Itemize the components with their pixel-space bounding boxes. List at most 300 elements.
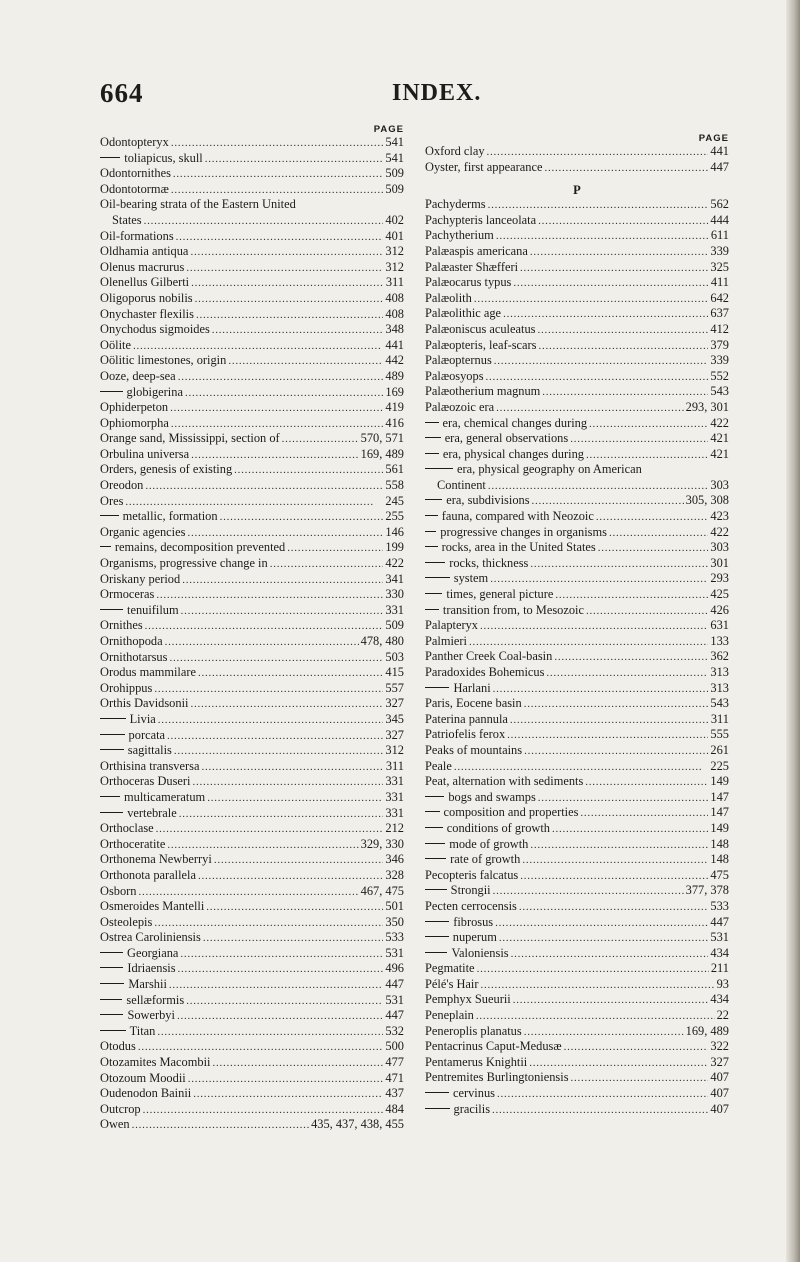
page-reference: 543 bbox=[710, 696, 729, 711]
ditto-dash bbox=[425, 1092, 449, 1093]
index-term: era, subdivisions bbox=[446, 493, 530, 508]
leader-dots bbox=[205, 151, 384, 168]
index-term: rocks, area in the United States bbox=[441, 540, 596, 555]
index-entry bbox=[100, 275, 404, 291]
leader-dots bbox=[487, 144, 709, 161]
index-subentry bbox=[100, 993, 404, 1009]
index-entry bbox=[425, 696, 729, 712]
page-reference: 509 bbox=[385, 166, 404, 181]
leader-dots bbox=[188, 1071, 384, 1088]
leader-dots bbox=[144, 213, 384, 230]
page-reference: 93 bbox=[716, 976, 729, 991]
page-reference: 509 bbox=[385, 181, 404, 196]
leader-dots bbox=[220, 509, 384, 526]
index-subentry bbox=[425, 556, 729, 572]
index-entry bbox=[425, 1070, 729, 1086]
index-term: rocks, thickness bbox=[449, 555, 529, 570]
index-entry bbox=[100, 260, 404, 276]
leader-dots bbox=[201, 759, 383, 776]
leader-dots bbox=[190, 244, 383, 261]
page-reference: 312 bbox=[385, 259, 404, 274]
page-reference: 133 bbox=[710, 633, 729, 648]
index-subentry bbox=[425, 915, 729, 931]
index-term: Outcrop bbox=[100, 1101, 141, 1116]
index-entry bbox=[100, 650, 404, 666]
page-reference: 225 bbox=[710, 758, 729, 773]
index-entry bbox=[100, 322, 404, 338]
index-entry bbox=[425, 369, 729, 385]
page-reference: 350 bbox=[385, 914, 404, 929]
index-entry bbox=[100, 1039, 404, 1055]
ditto-dash bbox=[425, 437, 441, 438]
index-term: Georgiana bbox=[127, 945, 179, 960]
ditto-dash bbox=[425, 499, 442, 500]
index-entry bbox=[425, 759, 729, 775]
ditto-dash bbox=[425, 609, 439, 610]
index-entry bbox=[425, 338, 729, 354]
leader-dots bbox=[499, 930, 709, 947]
page-header bbox=[0, 78, 800, 108]
page-reference: 311 bbox=[385, 758, 404, 773]
page-reference: 348 bbox=[385, 322, 404, 337]
index-term: era, physical changes during bbox=[442, 446, 584, 461]
leader-dots bbox=[193, 1086, 383, 1103]
page-reference: 212 bbox=[385, 821, 404, 836]
ditto-dash bbox=[100, 391, 123, 392]
index-term: mode of growth bbox=[449, 836, 529, 851]
leader-dots bbox=[586, 603, 708, 620]
page-reference: 447 bbox=[710, 914, 729, 929]
page-reference: 541 bbox=[385, 135, 404, 149]
page-reference: 423 bbox=[710, 509, 729, 524]
index-term: rate of growth bbox=[450, 852, 521, 867]
leader-dots bbox=[522, 852, 708, 869]
index-entry bbox=[100, 587, 404, 603]
leader-dots bbox=[173, 166, 384, 183]
index-term: Palæosyops bbox=[425, 368, 484, 383]
index-entry bbox=[100, 1071, 404, 1087]
leader-dots bbox=[481, 977, 715, 994]
index-term: Palæaspis americana bbox=[425, 243, 528, 258]
page-reference: 301 bbox=[710, 555, 729, 570]
index-entry bbox=[100, 634, 404, 650]
index-term: Pélé's Hair bbox=[425, 976, 479, 991]
index-subentry bbox=[425, 509, 729, 525]
index-term: Orthoceratite bbox=[100, 836, 166, 851]
leader-dots bbox=[214, 852, 384, 869]
page-reference: 199 bbox=[385, 540, 404, 555]
index-subentry bbox=[100, 1024, 404, 1040]
page-reference: 631 bbox=[710, 618, 729, 633]
leader-dots bbox=[490, 571, 708, 588]
page-reference: 467, 475 bbox=[360, 883, 404, 898]
page-reference: 501 bbox=[385, 899, 404, 914]
index-term: fauna, compared with Neozoic bbox=[441, 509, 594, 524]
page-reference: 552 bbox=[710, 368, 729, 383]
index-entry bbox=[425, 1039, 729, 1055]
leader-dots bbox=[193, 774, 384, 791]
page-reference: 328 bbox=[385, 867, 404, 882]
page-reference: 169, 489 bbox=[685, 1023, 729, 1038]
page-reference: 303 bbox=[710, 540, 729, 555]
leader-dots bbox=[524, 743, 708, 760]
index-entry bbox=[100, 1086, 404, 1102]
index-term: tenuifilum bbox=[127, 602, 179, 617]
ditto-dash bbox=[425, 593, 442, 594]
leader-dots bbox=[598, 540, 709, 557]
leader-dots bbox=[178, 369, 384, 386]
leader-dots bbox=[287, 540, 383, 557]
index-entry bbox=[100, 556, 404, 572]
index-term: Owen bbox=[100, 1117, 130, 1132]
index-entry bbox=[100, 774, 404, 790]
index-term: Otodus bbox=[100, 1039, 136, 1054]
page-reference: 147 bbox=[710, 805, 729, 820]
leader-dots bbox=[198, 868, 383, 885]
leader-dots bbox=[177, 1008, 383, 1025]
page-reference: 435, 437, 438, 455 bbox=[311, 1117, 404, 1132]
page-reference: 415 bbox=[385, 665, 404, 680]
page-reference: 422 bbox=[385, 556, 404, 571]
index-entry bbox=[425, 144, 729, 160]
leader-dots bbox=[493, 681, 709, 698]
page-reference: 22 bbox=[716, 1008, 729, 1023]
leader-dots bbox=[282, 431, 359, 448]
leader-dots bbox=[171, 135, 384, 152]
page-reference: 533 bbox=[710, 898, 729, 913]
page-reference: 407 bbox=[710, 1101, 729, 1116]
leader-dots bbox=[154, 681, 383, 698]
leader-dots bbox=[494, 353, 709, 370]
index-subentry bbox=[425, 946, 729, 962]
leader-dots bbox=[474, 291, 709, 308]
leader-dots bbox=[212, 1055, 383, 1072]
leader-dots bbox=[138, 884, 358, 901]
index-term: Orodus mammilare bbox=[100, 665, 197, 680]
right-page-label: PAGE bbox=[698, 133, 729, 144]
index-subentry bbox=[425, 681, 729, 697]
page-reference: 339 bbox=[710, 243, 729, 258]
index-entry bbox=[100, 135, 404, 151]
page-reference: 148 bbox=[710, 852, 729, 867]
index-entry bbox=[100, 915, 404, 931]
index-term: Peale bbox=[425, 758, 452, 773]
page-reference: 293 bbox=[710, 571, 729, 586]
index-term: multicameratum bbox=[124, 789, 206, 804]
page-reference: 489 bbox=[385, 368, 404, 383]
page-reference: 147 bbox=[710, 789, 729, 804]
leader-dots bbox=[167, 837, 358, 854]
page-reference: 313 bbox=[710, 680, 729, 695]
index-entry bbox=[100, 665, 404, 681]
index-term: Onychaster flexilis bbox=[100, 306, 194, 321]
index-entry bbox=[100, 868, 404, 884]
leader-dots bbox=[198, 665, 383, 682]
page-reference: 442 bbox=[385, 353, 404, 368]
page-reference: 543 bbox=[710, 384, 729, 399]
index-entry bbox=[100, 291, 404, 307]
index-entry bbox=[425, 1008, 729, 1024]
index-entry bbox=[100, 1055, 404, 1071]
index-term: Oil-bearing strata of the Eastern United bbox=[100, 197, 296, 212]
left-index-column bbox=[100, 122, 404, 1133]
page-reference: 408 bbox=[385, 290, 404, 305]
index-subentry bbox=[100, 540, 404, 556]
leader-dots bbox=[228, 353, 383, 370]
ditto-dash bbox=[425, 936, 449, 937]
index-entry bbox=[100, 681, 404, 697]
index-entry bbox=[425, 992, 729, 1008]
index-subentry bbox=[425, 462, 729, 478]
ditto-dash bbox=[100, 812, 123, 813]
index-entry bbox=[100, 182, 404, 198]
index-term: times, general picture bbox=[446, 587, 554, 602]
leader-dots bbox=[538, 338, 708, 355]
index-entry bbox=[100, 821, 404, 837]
index-entry bbox=[100, 416, 404, 432]
leader-dots bbox=[585, 774, 708, 791]
page-reference: 531 bbox=[710, 930, 729, 945]
page-reference: 444 bbox=[710, 212, 729, 227]
index-term: Palæaster Shæfferi bbox=[425, 259, 519, 274]
index-subentry bbox=[425, 540, 729, 556]
leader-dots bbox=[179, 806, 384, 823]
index-term: Osmeroides Mantelli bbox=[100, 899, 205, 914]
index-entry bbox=[425, 160, 729, 176]
index-entry bbox=[100, 899, 404, 915]
index-subentry bbox=[425, 790, 729, 806]
index-entry bbox=[425, 1055, 729, 1071]
ditto-dash bbox=[425, 1108, 450, 1109]
index-entry bbox=[425, 727, 729, 743]
leader-dots bbox=[171, 416, 384, 433]
leader-dots bbox=[180, 946, 383, 963]
index-term: Palmieri bbox=[425, 633, 467, 648]
index-term: Orthisina transversa bbox=[100, 758, 200, 773]
index-term: Ooze, deep-sea bbox=[100, 368, 176, 383]
index-subentry bbox=[425, 930, 729, 946]
ditto-dash bbox=[425, 843, 445, 844]
index-entry bbox=[100, 696, 404, 712]
index-term: Ostrea Caroliniensis bbox=[100, 930, 201, 945]
leader-dots bbox=[176, 229, 384, 246]
index-entry bbox=[100, 244, 404, 260]
page-reference: 422 bbox=[710, 415, 729, 430]
index-entry bbox=[100, 884, 404, 900]
index-subentry bbox=[425, 525, 729, 541]
index-term: Palæolithic age bbox=[425, 306, 502, 321]
index-entry bbox=[425, 228, 729, 244]
page-reference: 478, 480 bbox=[360, 634, 404, 648]
index-term: Ophiderpeton bbox=[100, 400, 169, 415]
ditto-dash bbox=[425, 687, 449, 688]
index-subentry bbox=[425, 447, 729, 463]
index-term: Organic agencies bbox=[100, 524, 186, 539]
page-reference: 475 bbox=[710, 867, 729, 882]
index-entry bbox=[100, 1117, 404, 1133]
index-subentry bbox=[100, 790, 404, 806]
index-subentry bbox=[100, 806, 404, 822]
ditto-dash bbox=[100, 1014, 123, 1015]
index-term: Peneroplis planatus bbox=[425, 1023, 522, 1038]
index-entry bbox=[100, 229, 404, 245]
index-term: Orthonema Newberryi bbox=[100, 852, 212, 867]
index-entry bbox=[100, 431, 404, 447]
page-number: 664 bbox=[100, 78, 144, 108]
index-term: Panther Creek Coal-basin bbox=[425, 649, 553, 664]
index-term: cervinus bbox=[452, 1086, 495, 1101]
index-term: era, chemical changes during bbox=[442, 415, 588, 430]
index-entry bbox=[425, 743, 729, 759]
ditto-dash bbox=[425, 889, 447, 890]
page-spine-shadow bbox=[786, 0, 800, 1262]
index-term: Pentamerus Knightii bbox=[425, 1054, 528, 1069]
index-subentry bbox=[425, 431, 729, 447]
index-entry bbox=[425, 712, 729, 728]
page-reference: 558 bbox=[385, 478, 404, 493]
index-term: transition from, to Mesozoic bbox=[442, 602, 584, 617]
index-term: Titan bbox=[129, 1023, 156, 1038]
index-term: Marshii bbox=[128, 977, 167, 992]
index-term: Orohippus bbox=[100, 680, 153, 695]
leader-dots bbox=[542, 384, 708, 401]
ditto-dash bbox=[425, 858, 446, 859]
leader-dots bbox=[145, 618, 384, 635]
index-subentry bbox=[425, 416, 729, 432]
index-term: Pecopteris falcatus bbox=[425, 867, 519, 882]
leader-dots bbox=[496, 400, 683, 417]
index-term: Orthonota parallela bbox=[100, 867, 196, 882]
page-reference: 149 bbox=[710, 820, 729, 835]
leader-dots bbox=[174, 743, 384, 760]
index-term: Ornithotarsus bbox=[100, 649, 168, 664]
index-term: sellæformis bbox=[126, 992, 185, 1007]
page-reference: 541 bbox=[385, 150, 404, 165]
index-term: metallic, formation bbox=[122, 509, 218, 524]
page-reference: 377, 378 bbox=[685, 883, 729, 898]
index-entry bbox=[425, 899, 729, 915]
page-reference: 327 bbox=[385, 727, 404, 742]
index-term: progressive changes in organisms bbox=[440, 524, 607, 539]
page-reference: 331 bbox=[385, 774, 404, 789]
page-reference: 425 bbox=[710, 587, 729, 602]
leader-dots bbox=[519, 899, 709, 916]
index-subentry bbox=[100, 151, 404, 167]
page-reference: 339 bbox=[710, 353, 729, 368]
leader-dots bbox=[586, 447, 708, 464]
page-reference: 311 bbox=[710, 711, 729, 726]
leader-dots bbox=[520, 260, 708, 277]
index-subentry bbox=[100, 977, 404, 993]
index-entry bbox=[100, 447, 404, 463]
leader-dots bbox=[203, 930, 384, 947]
page-reference: 341 bbox=[385, 571, 404, 586]
leader-dots bbox=[195, 291, 384, 308]
page-reference: 402 bbox=[385, 212, 404, 227]
page-reference: 346 bbox=[385, 852, 404, 867]
leader-dots bbox=[182, 572, 383, 589]
ditto-dash bbox=[425, 811, 440, 812]
index-term: Pentremites Burlingtoniensis bbox=[425, 1070, 569, 1085]
index-term: system bbox=[453, 571, 489, 586]
index-entry bbox=[425, 306, 729, 322]
index-term: Strongii bbox=[450, 883, 491, 898]
index-entry bbox=[100, 166, 404, 182]
leader-dots bbox=[496, 228, 709, 245]
leader-dots bbox=[530, 837, 708, 854]
index-term: Osteolepis bbox=[100, 914, 153, 929]
index-entry bbox=[100, 478, 404, 494]
page-reference: 408 bbox=[385, 306, 404, 321]
index-term: Pentacrinus Caput-Medusæ bbox=[425, 1039, 562, 1054]
index-subentry bbox=[425, 1086, 729, 1102]
leader-dots bbox=[497, 1086, 708, 1103]
index-subentry bbox=[100, 712, 404, 728]
index-term: Orange sand, Mississippi, section of bbox=[100, 431, 280, 446]
index-term: sagittalis bbox=[127, 743, 172, 758]
index-entry bbox=[425, 634, 729, 650]
page-reference: 531 bbox=[385, 992, 404, 1007]
page-reference: 331 bbox=[385, 602, 404, 617]
page-reference: 169, 489 bbox=[360, 446, 404, 461]
page-reference: 293, 301 bbox=[685, 399, 729, 414]
page-reference: 532 bbox=[385, 1023, 404, 1038]
leader-dots bbox=[495, 915, 708, 932]
ditto-dash bbox=[425, 453, 439, 454]
index-entry-continuation bbox=[425, 478, 729, 494]
page-reference: 441 bbox=[385, 337, 404, 352]
index-entry bbox=[100, 930, 404, 946]
index-term: composition and properties bbox=[443, 805, 579, 820]
leader-dots bbox=[507, 727, 708, 744]
index-entry bbox=[425, 322, 729, 338]
index-term: Orthis Davidsonii bbox=[100, 696, 189, 711]
index-subentry bbox=[425, 603, 729, 619]
page-reference: 419 bbox=[385, 400, 404, 415]
index-subentry bbox=[100, 1008, 404, 1024]
leader-dots bbox=[513, 275, 708, 292]
index-term: toliapicus, skull bbox=[124, 150, 203, 165]
index-term: Otozoum Moodii bbox=[100, 1070, 186, 1085]
index-term: vertebrale bbox=[127, 805, 177, 820]
index-term: Orthoceras Duseri bbox=[100, 774, 191, 789]
index-term: Ormoceras bbox=[100, 587, 155, 602]
page-reference: 500 bbox=[385, 1039, 404, 1054]
index-term: Paradoxides Bohemicus bbox=[425, 665, 545, 679]
page-reference: 434 bbox=[710, 992, 729, 1007]
ditto-dash bbox=[425, 515, 438, 516]
leader-dots bbox=[234, 462, 383, 479]
index-entry bbox=[100, 338, 404, 354]
ditto-dash bbox=[425, 562, 445, 563]
leader-dots bbox=[181, 603, 384, 620]
page-reference: 447 bbox=[710, 159, 729, 174]
page-reference: 325 bbox=[710, 259, 729, 274]
page-reference: 509 bbox=[385, 618, 404, 633]
index-term: Peaks of mountains bbox=[425, 742, 523, 757]
leader-dots bbox=[186, 260, 383, 277]
ditto-dash bbox=[100, 734, 125, 735]
ditto-dash bbox=[425, 577, 450, 578]
index-entry bbox=[425, 665, 729, 681]
page-reference: 255 bbox=[385, 509, 404, 524]
index-term: Pachyderms bbox=[425, 197, 486, 212]
index-entry bbox=[425, 774, 729, 790]
leader-dots bbox=[206, 899, 383, 916]
index-term: Idriaensis bbox=[127, 961, 176, 976]
index-subentry bbox=[100, 946, 404, 962]
ditto-dash bbox=[100, 796, 120, 797]
